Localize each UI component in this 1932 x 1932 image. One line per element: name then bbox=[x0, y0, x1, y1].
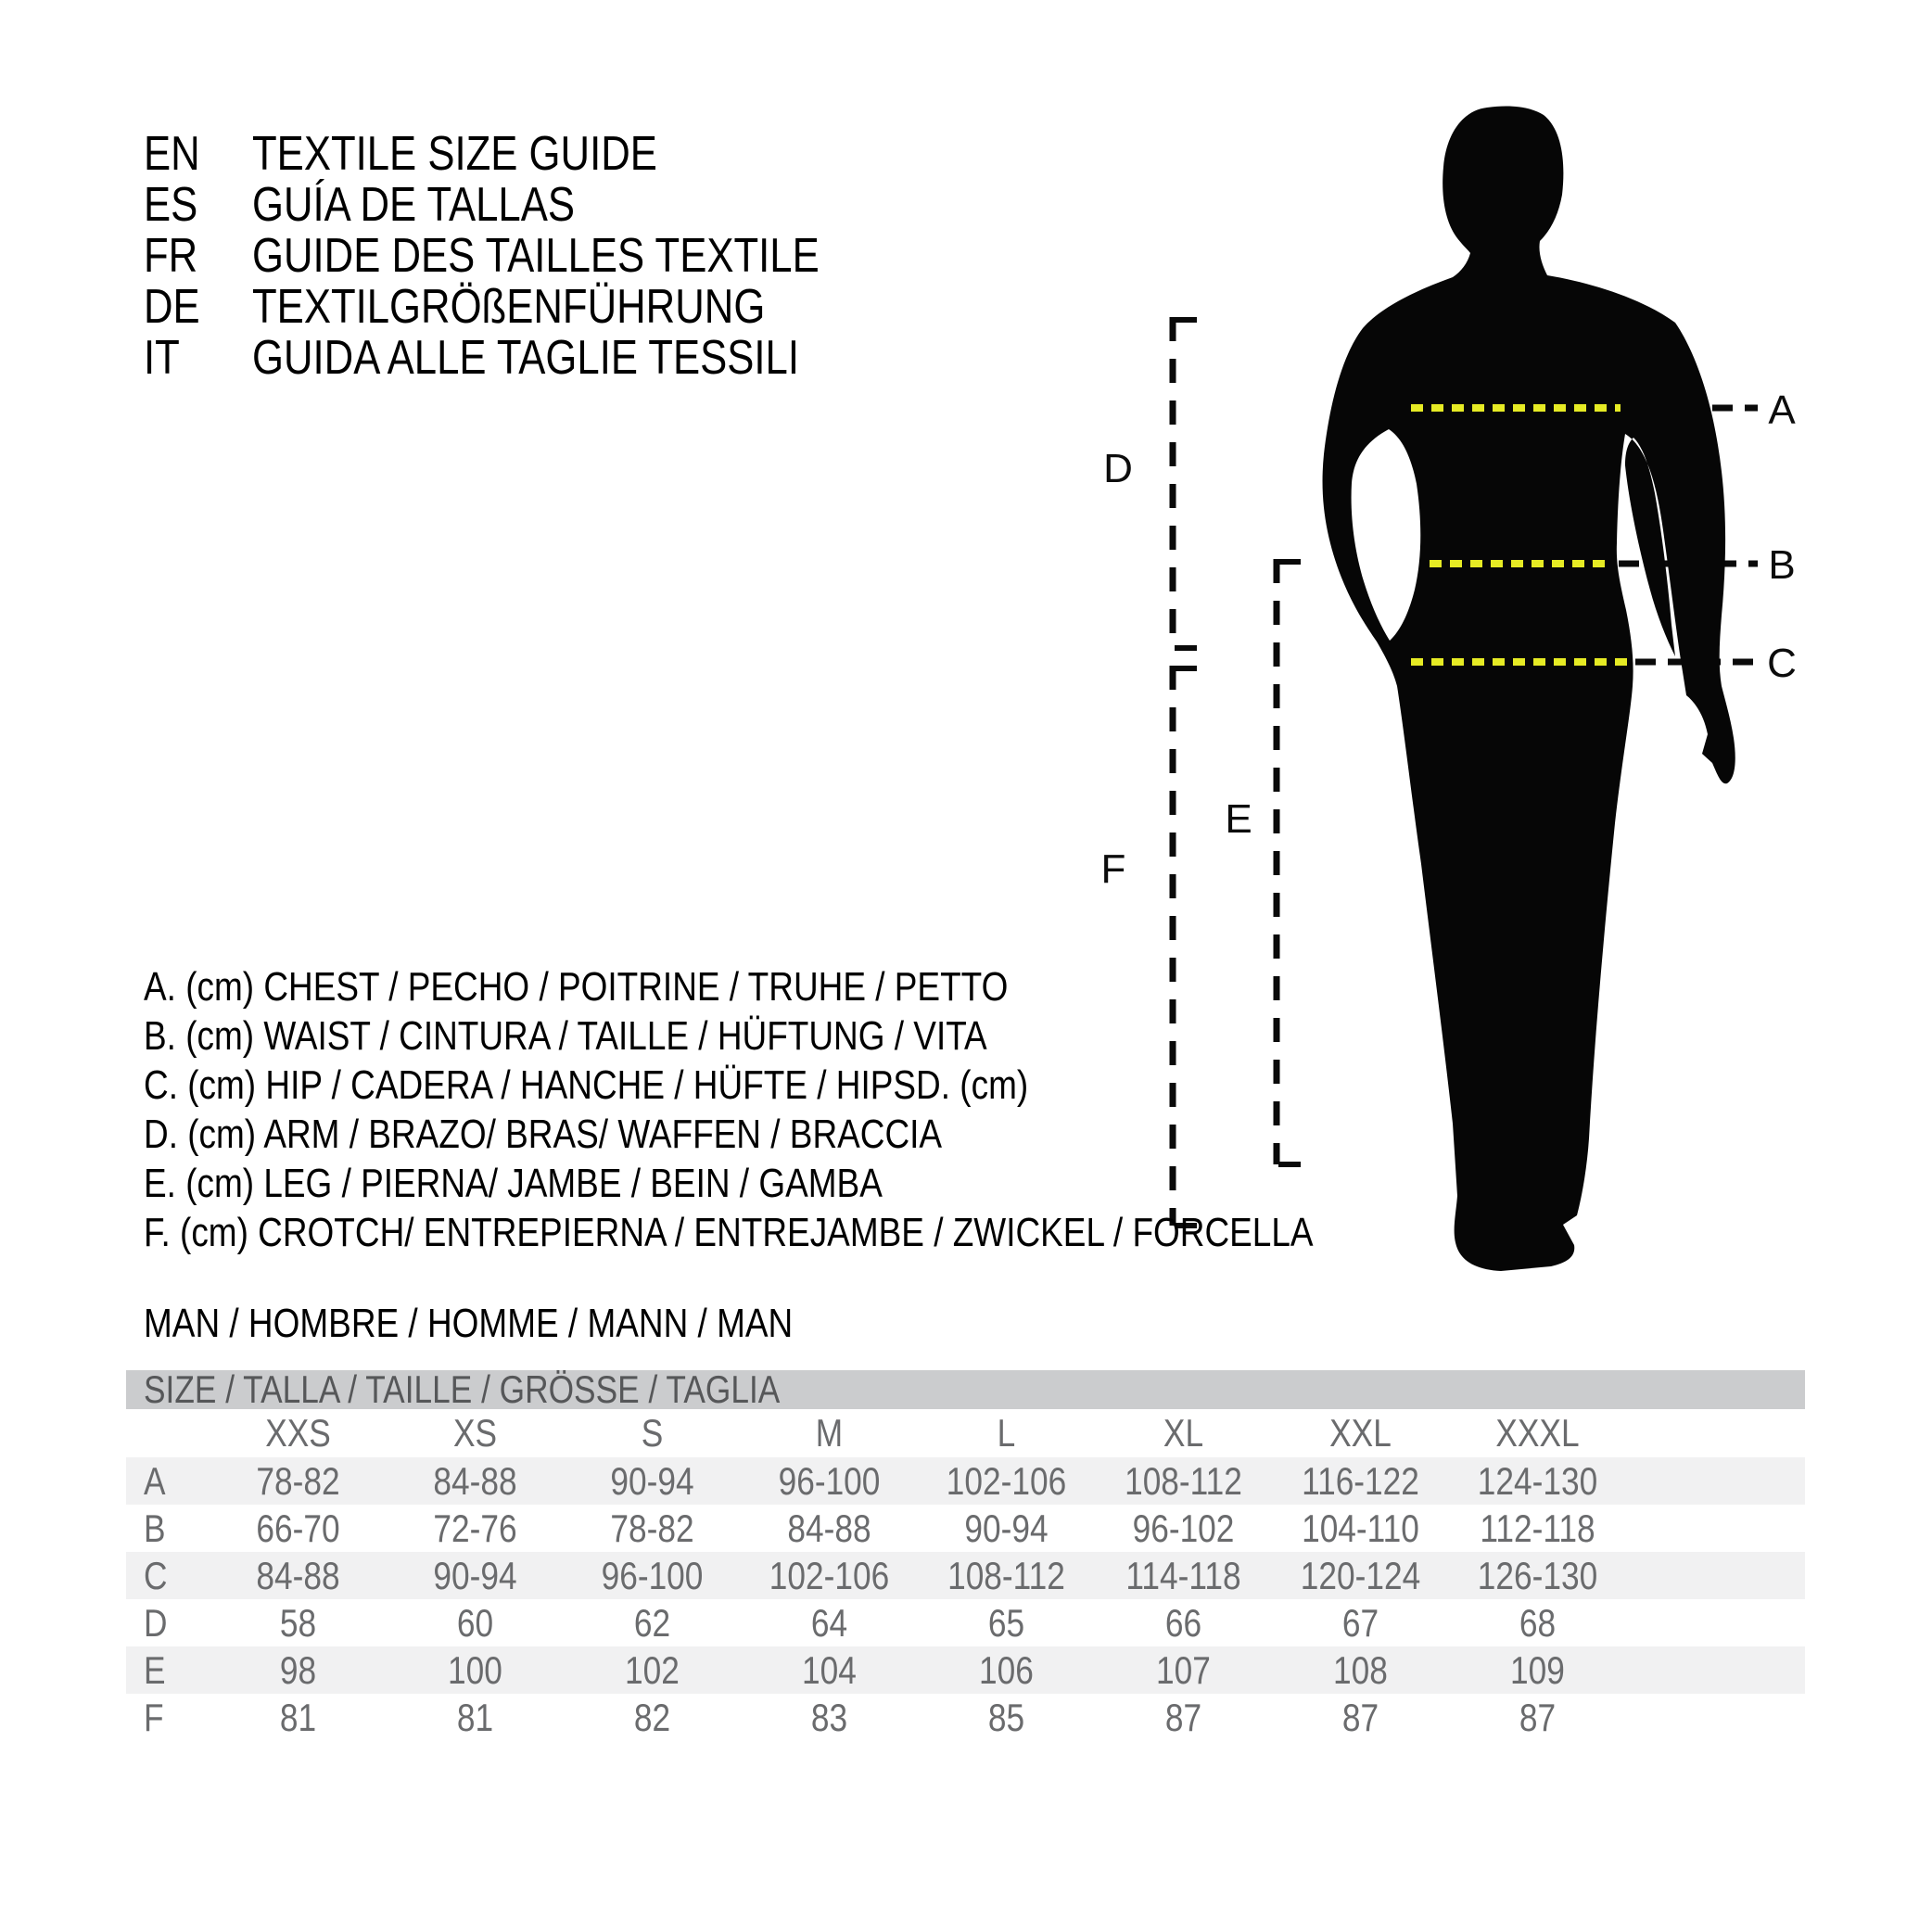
table-cell: 120-124 bbox=[1300, 1553, 1421, 1597]
language-row-fr bbox=[144, 230, 927, 281]
column-header: XXS bbox=[265, 1411, 331, 1455]
table-cell: 84-88 bbox=[256, 1553, 340, 1597]
table-row-crotch bbox=[126, 1694, 1805, 1741]
language-title: GUIDA ALLE TAGLIE TESSILI bbox=[252, 330, 799, 385]
language-code: DE bbox=[144, 279, 200, 334]
row-label: C bbox=[144, 1553, 168, 1597]
legend-leg: E. (cm) LEG / PIERNA/ JAMBE / BEIN / GAMBA bbox=[144, 1160, 883, 1206]
column-header: XL bbox=[1163, 1411, 1204, 1455]
table-cell: 126-130 bbox=[1477, 1553, 1598, 1597]
table-cell: 62 bbox=[633, 1600, 671, 1645]
row-label: E bbox=[144, 1647, 166, 1692]
table-cell: 108-112 bbox=[1125, 1458, 1242, 1503]
table-row-waist bbox=[126, 1505, 1805, 1552]
table-cell: 90-94 bbox=[433, 1553, 517, 1597]
language-row-it bbox=[144, 332, 927, 383]
table-cell: 87 bbox=[1341, 1695, 1379, 1739]
label-leg-e: E bbox=[1225, 796, 1252, 842]
legend-hip: C. (cm) HIP / CADERA / HANCHE / HÜFTE / HIPSD. (cm) bbox=[144, 1061, 1029, 1108]
language-title: TEXTILE SIZE GUIDE bbox=[252, 126, 657, 181]
table-cell: 112-118 bbox=[1480, 1506, 1595, 1550]
table-cell: 104-110 bbox=[1302, 1506, 1419, 1550]
table-cell: 84-88 bbox=[433, 1458, 517, 1503]
table-cell: 96-102 bbox=[1132, 1506, 1235, 1550]
table-cell: 58 bbox=[279, 1600, 317, 1645]
label-hip-c: C bbox=[1767, 641, 1797, 686]
table-cell: 78-82 bbox=[610, 1506, 694, 1550]
language-code: FR bbox=[144, 228, 198, 283]
language-title-list bbox=[144, 128, 927, 383]
table-row-leg bbox=[126, 1646, 1805, 1694]
table-row-hip bbox=[126, 1552, 1805, 1599]
label-arm-d: D bbox=[1103, 446, 1133, 491]
legend-waist: B. (cm) WAIST / CINTURA / TAILLE / HÜFTUNG / VITA bbox=[144, 1012, 987, 1059]
table-cell: 68 bbox=[1519, 1600, 1557, 1645]
table-row-arm bbox=[126, 1599, 1805, 1646]
column-header: XS bbox=[452, 1411, 498, 1455]
table-cell: 83 bbox=[810, 1695, 848, 1739]
row-label: F bbox=[144, 1695, 164, 1739]
table-cell: 81 bbox=[456, 1695, 494, 1739]
category-line: MAN / HOMBRE / HOMME / MANN / MAN bbox=[144, 1301, 794, 1346]
column-header: S bbox=[641, 1411, 664, 1455]
language-title: GUIDE DES TAILLES TEXTILE bbox=[252, 228, 820, 283]
size-table bbox=[126, 1367, 1805, 1741]
size-table-column-headers bbox=[126, 1409, 1805, 1457]
table-cell: 82 bbox=[633, 1695, 671, 1739]
table-cell: 104 bbox=[802, 1647, 857, 1692]
table-row-chest bbox=[126, 1457, 1805, 1505]
table-cell: 124-130 bbox=[1477, 1458, 1598, 1503]
table-cell: 96-100 bbox=[778, 1458, 881, 1503]
table-cell: 109 bbox=[1510, 1647, 1565, 1692]
measurement-legend bbox=[144, 962, 1536, 1257]
table-cell: 87 bbox=[1519, 1695, 1557, 1739]
column-header: M bbox=[815, 1411, 844, 1455]
row-label: B bbox=[144, 1506, 166, 1550]
language-title: TEXTILGRÖßENFÜHRUNG bbox=[252, 279, 766, 334]
row-label: D bbox=[144, 1600, 168, 1645]
table-cell: 78-82 bbox=[256, 1458, 340, 1503]
language-code: EN bbox=[144, 126, 200, 181]
table-cell: 84-88 bbox=[787, 1506, 871, 1550]
table-cell: 102 bbox=[625, 1647, 680, 1692]
table-cell: 114-118 bbox=[1125, 1553, 1241, 1597]
table-cell: 102-106 bbox=[946, 1458, 1067, 1503]
table-cell: 65 bbox=[987, 1600, 1025, 1645]
size-table-header-bar bbox=[126, 1367, 1805, 1411]
table-cell: 67 bbox=[1341, 1600, 1379, 1645]
language-code: ES bbox=[144, 177, 198, 232]
language-row-de bbox=[144, 281, 927, 332]
language-row-en bbox=[144, 128, 927, 179]
table-cell: 64 bbox=[810, 1600, 848, 1645]
column-header: XXL bbox=[1329, 1411, 1392, 1455]
language-title: GUÍA DE TALLAS bbox=[252, 177, 575, 232]
label-crotch-f: F bbox=[1100, 846, 1126, 892]
label-waist-b: B bbox=[1768, 542, 1796, 588]
table-cell: 66 bbox=[1164, 1600, 1202, 1645]
column-header: XXXL bbox=[1495, 1411, 1580, 1455]
table-cell: 87 bbox=[1164, 1695, 1202, 1739]
table-cell: 72-76 bbox=[433, 1506, 517, 1550]
table-cell: 81 bbox=[279, 1695, 317, 1739]
table-cell: 108-112 bbox=[947, 1553, 1065, 1597]
legend-crotch: F. (cm) CROTCH/ ENTREPIERNA / ENTREJAMBE / ZWICKEL / FORCELLA bbox=[144, 1209, 1314, 1255]
table-cell: 116-122 bbox=[1302, 1458, 1419, 1503]
table-cell: 107 bbox=[1156, 1647, 1211, 1692]
table-cell: 90-94 bbox=[610, 1458, 694, 1503]
table-cell: 96-100 bbox=[601, 1553, 704, 1597]
language-row-es bbox=[144, 179, 927, 230]
size-table-title: SIZE / TALLA / TAILLE / GRÖSSE / TAGLIA bbox=[144, 1367, 781, 1411]
table-cell: 98 bbox=[279, 1647, 317, 1692]
table-cell: 66-70 bbox=[256, 1506, 340, 1550]
legend-chest: A. (cm) CHEST / PECHO / POITRINE / TRUHE / PETTO bbox=[144, 963, 1009, 1010]
table-cell: 106 bbox=[979, 1647, 1034, 1692]
table-cell: 108 bbox=[1333, 1647, 1388, 1692]
table-cell: 90-94 bbox=[964, 1506, 1049, 1550]
label-chest-a: A bbox=[1768, 388, 1796, 433]
table-cell: 102-106 bbox=[769, 1553, 890, 1597]
table-cell: 85 bbox=[987, 1695, 1025, 1739]
table-cell: 100 bbox=[448, 1647, 502, 1692]
legend-arm: D. (cm) ARM / BRAZO/ BRAS/ WAFFEN / BRACCIA bbox=[144, 1111, 943, 1157]
language-code: IT bbox=[144, 330, 180, 385]
column-header: L bbox=[997, 1411, 1016, 1455]
table-cell: 60 bbox=[456, 1600, 494, 1645]
row-label: A bbox=[144, 1458, 166, 1503]
